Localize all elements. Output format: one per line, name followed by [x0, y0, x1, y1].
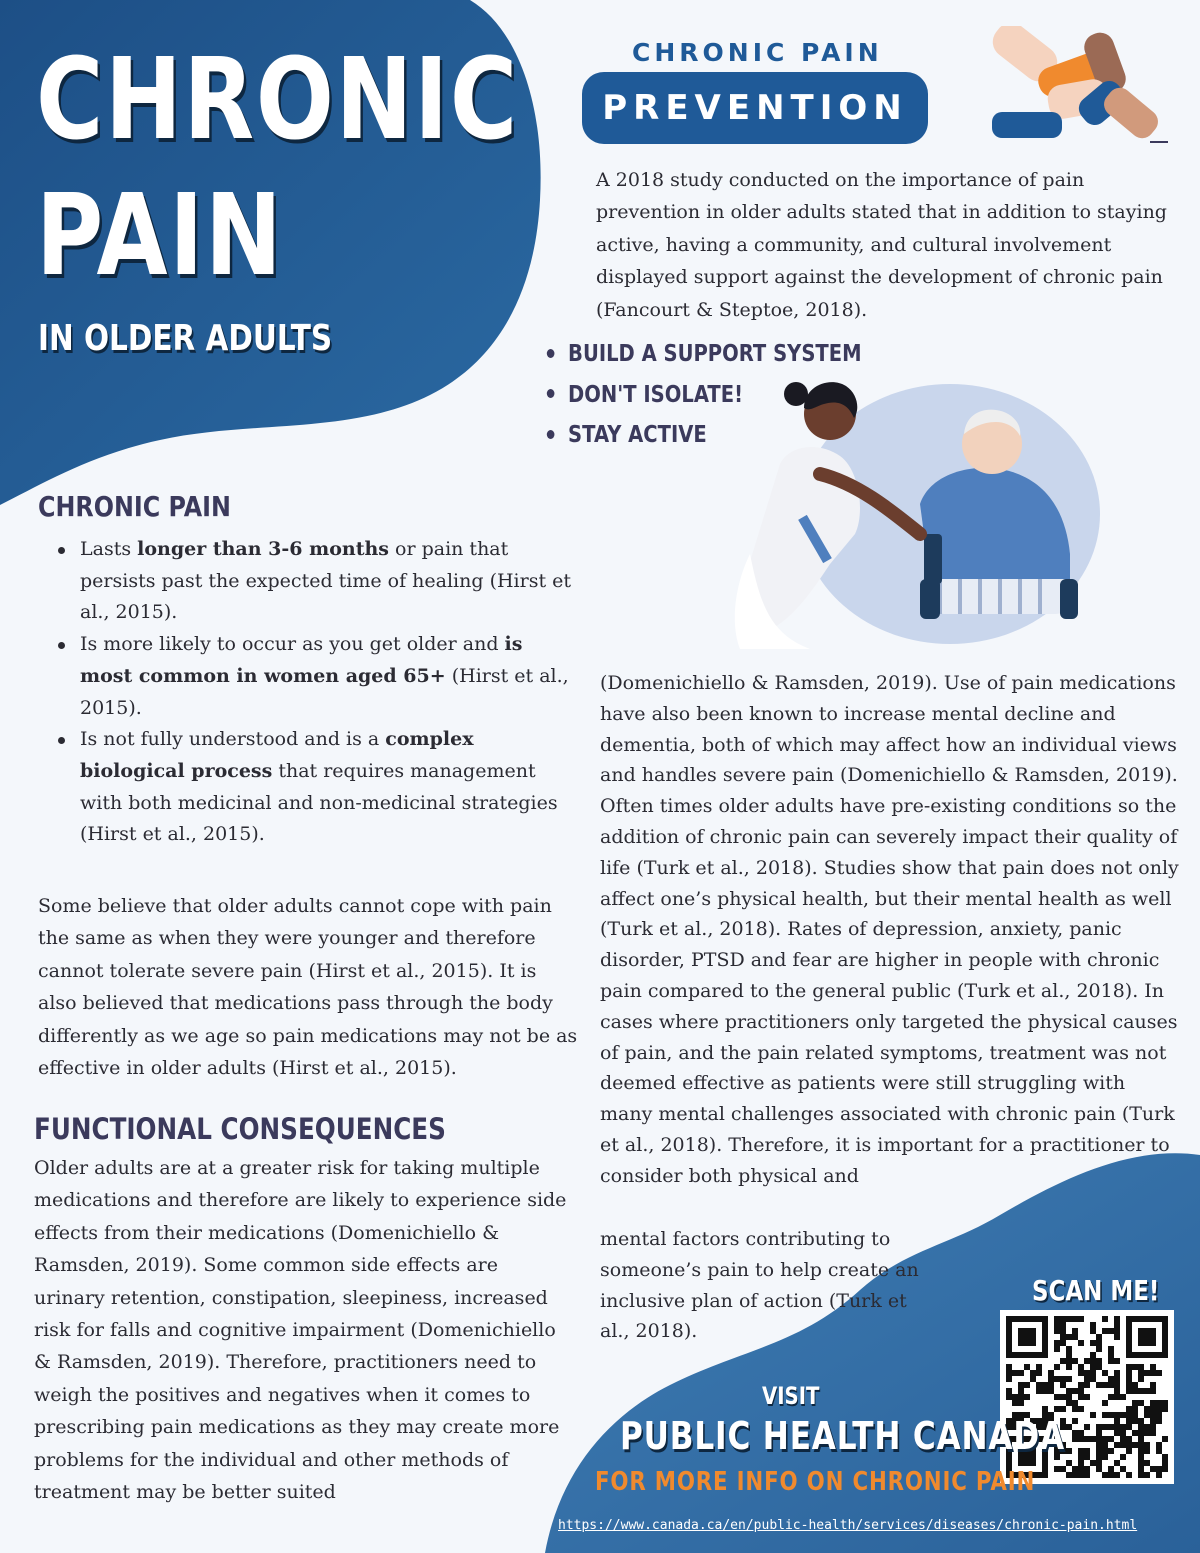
fact-text: Is not fully understood and is a: [80, 728, 386, 751]
more-info-label: FOR MORE INFO ON CHRONIC PAIN: [595, 1467, 1036, 1497]
fact-text: Lasts: [80, 538, 138, 560]
belief-paragraph: Some believe that older adults cannot cope with pain the same as when they were younger and therefore cannot tolerate severe pain (Hirst et al., 2015). It is also believed that medications pass through the body differently as we age so pain medications may not be as effective in older adults (Hirst et al., 2015).: [38, 895, 578, 1080]
right-column-paragraph-end: mental factors contributing to someone’s pain to help create an inclusive plan of action (Turk et al., 2018).: [600, 1228, 919, 1343]
tip-label: STAY ACTIVE: [568, 422, 707, 448]
fact-emphasis: complex biological process: [80, 728, 474, 782]
prevention-pill: [582, 72, 928, 144]
functional-paragraph: Older adults are at a greater risk for taking multiple medications and therefore are likely to experience side effects from their medications (Domenichiello & Ramsden, 2019). Some common side effects are urinary retention, constipation, sleepiness, increased risk for falls and cognitive impairment (Domenichiello & Ramsden, 2019). Therefore, practitioners need to weigh the positives and negatives when it comes to prescribing pain medications as they may create more problems for the individual and other methods of treatment may be better suited: [34, 1157, 567, 1504]
bullet-icon: [547, 389, 555, 398]
tip-label: DON'T ISOLATE!: [568, 381, 744, 408]
fact-item: [50, 724, 580, 851]
page-subtitle: IN OLDER ADULTS: [38, 318, 333, 359]
section-heading-functional: FUNCTIONAL CONSEQUENCES: [34, 1112, 446, 1146]
prevention-study-text: A 2018 study conducted on the importance of pain prevention in older adults stated that in addition to staying active, having a community, and cultural involvement displayed support against the development of chronic pain (Fancourt & Steptoe, 2018).: [596, 169, 1167, 321]
chronic-pain-link[interactable]: https://www.canada.ca/en/public-health/services/diseases/chronic-pain.html: [558, 1518, 1138, 1533]
prevention-pill-label: PREVENTION: [602, 88, 908, 128]
bullet-icon: [547, 430, 555, 439]
section-heading-chronic-pain: CHRONIC PAIN: [38, 490, 231, 523]
prevention-kicker: CHRONIC PAIN: [632, 38, 883, 67]
fact-emphasis: longer than 3-6 months: [137, 538, 389, 560]
fact-text: that requires management with both medicinal and non-medicinal strategies (Hirst et al., 2015).: [80, 759, 558, 846]
fact-item: [50, 629, 580, 724]
bullet-icon: [547, 349, 555, 358]
fact-emphasis: is most common in women aged 65+: [80, 633, 523, 687]
visit-label: VISIT: [762, 1382, 820, 1410]
fact-text: or pain that persists past the expected time of healing (Hirst et al., 2015).: [80, 538, 572, 624]
fact-text: (Hirst et al., 2015).: [80, 664, 569, 719]
chronic-pain-facts-list: [50, 534, 580, 851]
fact-text: Is more likely to occur as you get older and: [80, 633, 505, 656]
public-health-canada-label: PUBLIC HEALTH CANADA: [620, 1414, 1065, 1458]
fact-item: [50, 534, 580, 629]
scan-me-label: SCAN ME!: [1032, 1274, 1160, 1307]
right-column-paragraph: (Domenichiello & Ramsden, 2019). Use of pain medications have also been known to increase mental decline and dementia, both of which may affect how an individual views and handles severe pain (Domenichiello & Ramsden, 2019). Often times older adults have pre-existing conditions so the addition of chronic pain can severely impact their quality of life (Turk et al., 2018). Studies show that pain does not only affect one’s physical health, but their mental health as well (Turk et al., 2018). Rates of depression, anxiety, panic disorder, PTSD and fear are higher in people with chronic pain compared to the general public (Turk et al., 2018). In cases where practitioners only targeted the physical causes of pain, and the pain related symptoms, treatment was not deemed effective as patients were still struggling with many mental challenges associated with chronic pain (Turk et al., 2018). Therefore, it is important for a practitioner to consider both physical and: [600, 672, 1179, 1187]
page-title-line1: CHRONIC: [36, 35, 519, 165]
caregiver-illustration: [720, 364, 1110, 654]
joined-hands-icon: [982, 26, 1172, 148]
tip-label: BUILD A SUPPORT SYSTEM: [568, 341, 862, 367]
page-title-line2: PAIN: [36, 171, 284, 301]
